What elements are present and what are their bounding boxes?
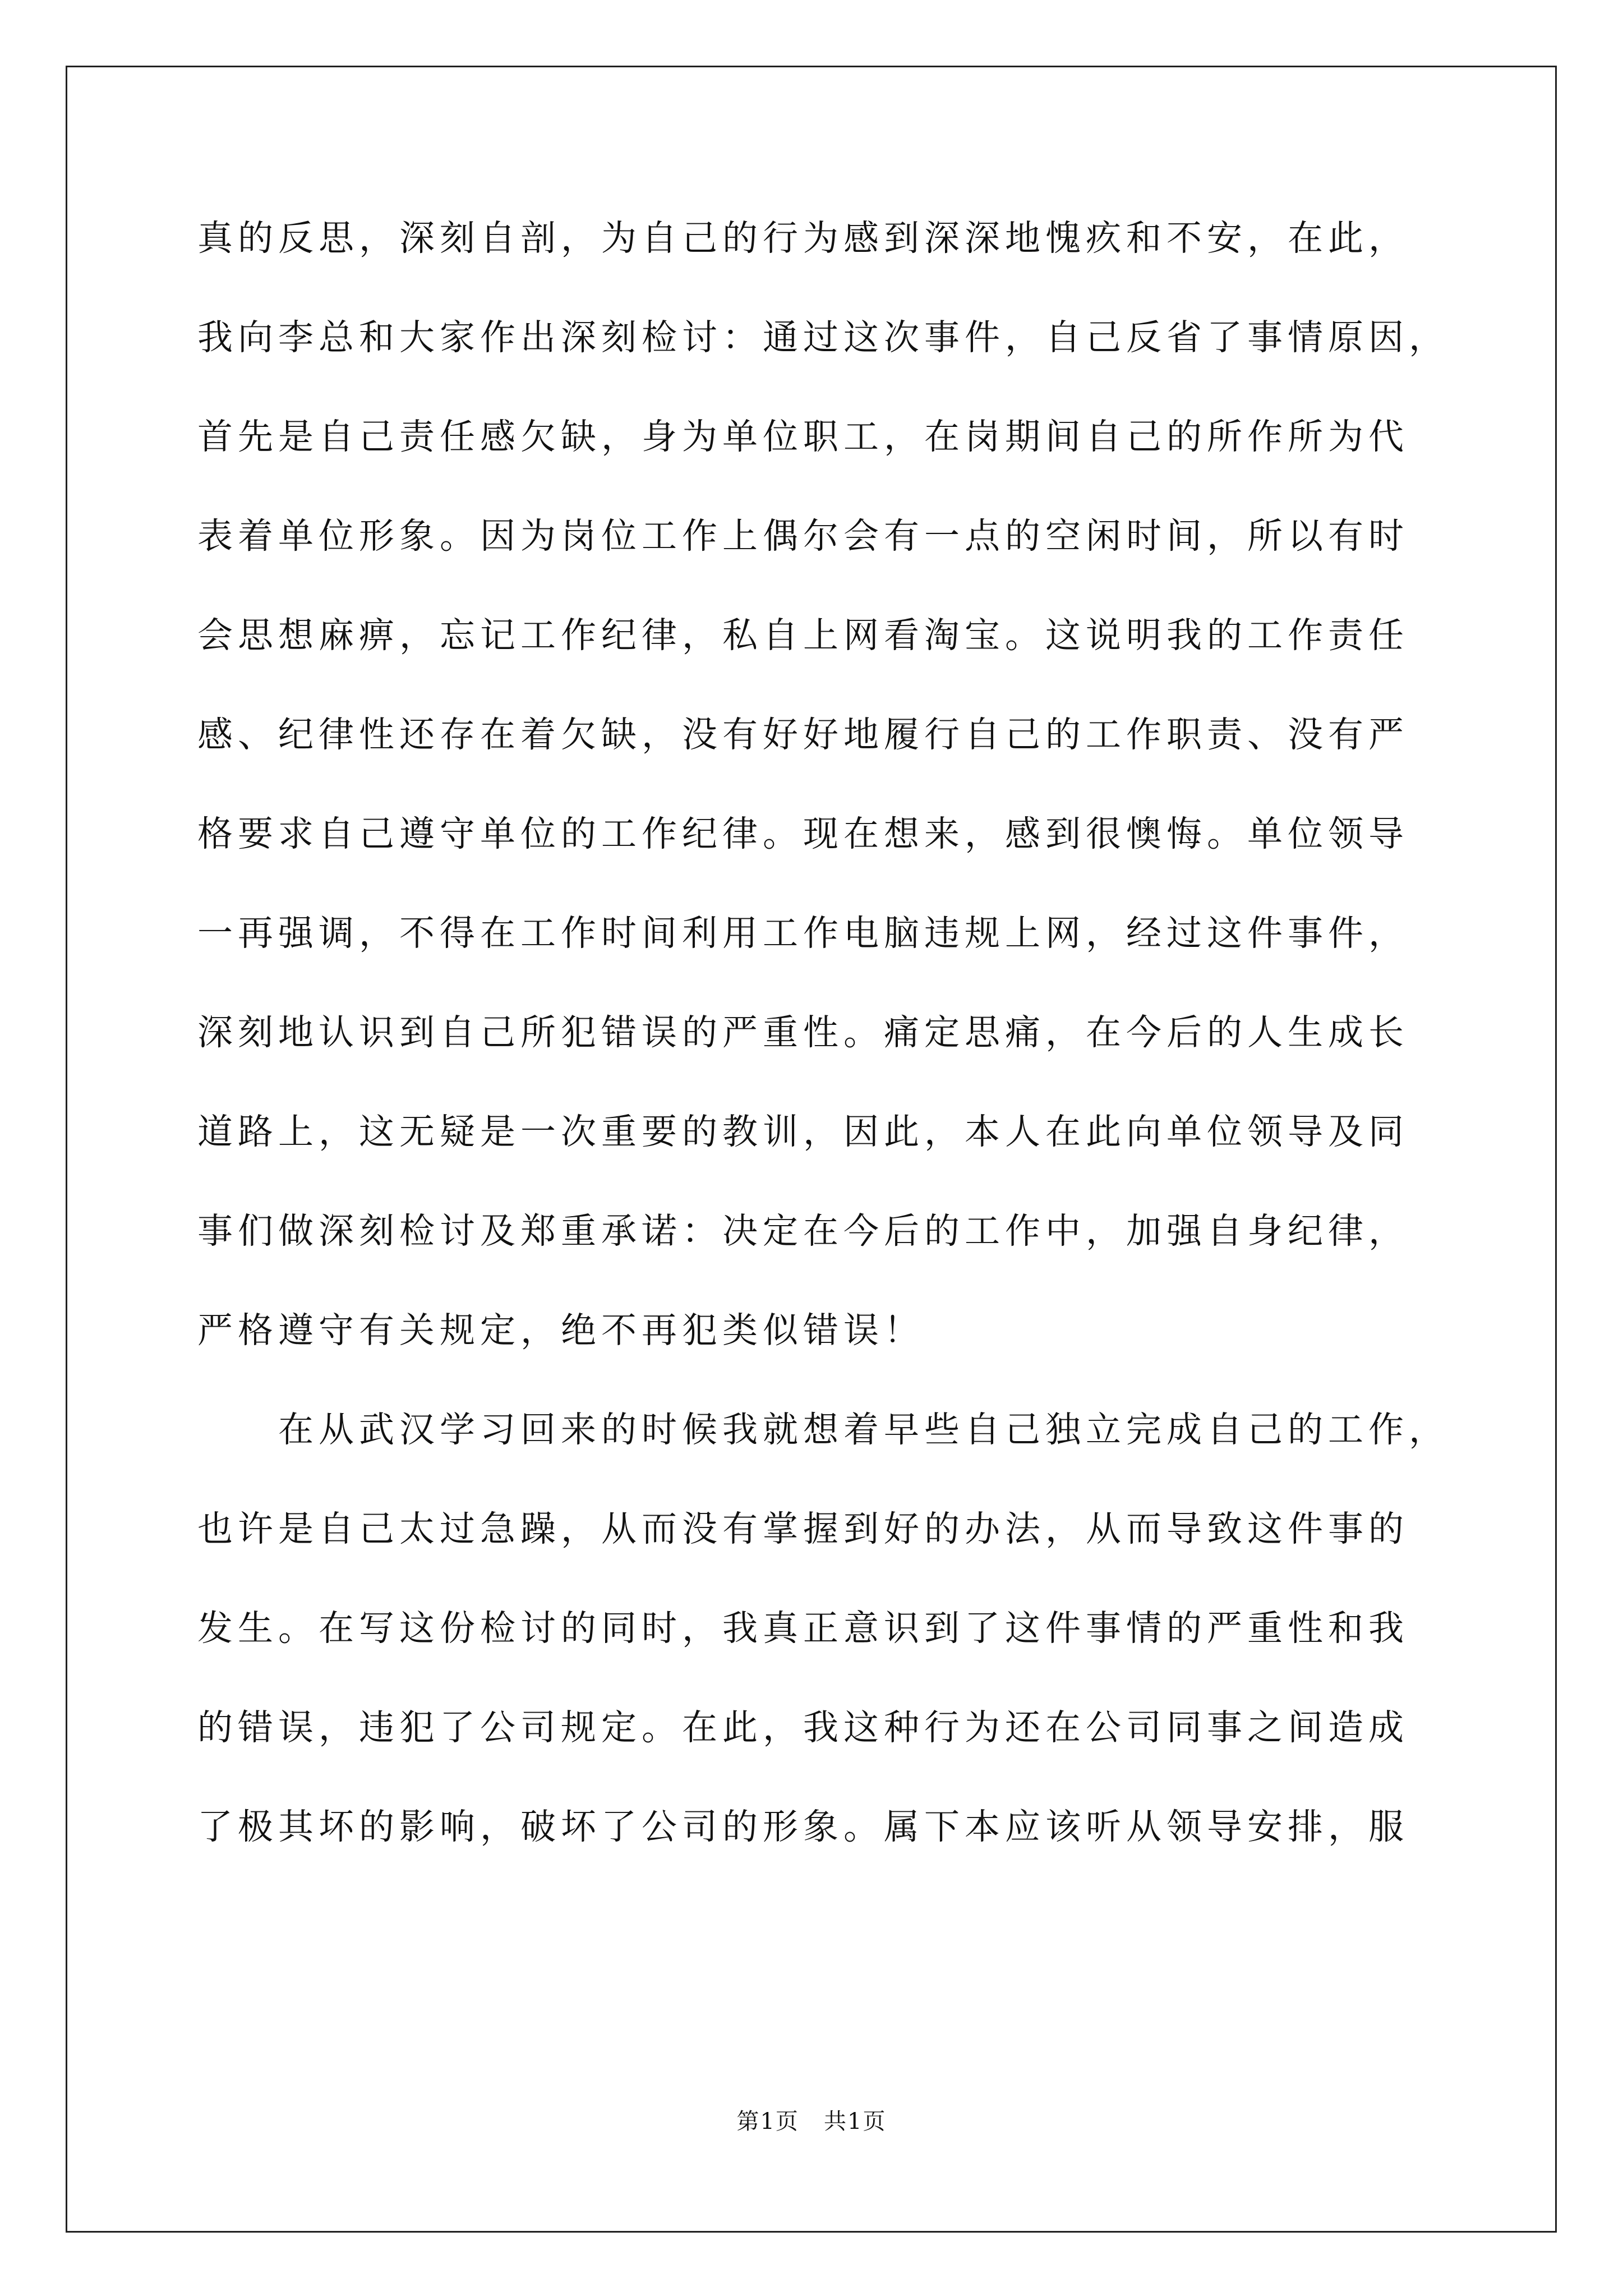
text-line: 首先是自己责任感欠缺，身为单位职工，在岗期间自己的所作所为代 xyxy=(197,416,1409,457)
text-line: 道路上，这无疑是一次重要的教训，因此，本人在此向单位领导及同 xyxy=(197,1111,1409,1152)
document-body xyxy=(197,209,1449,1897)
text-line: 我向李总和大家作出深刻检讨：通过这次事件，自己反省了事情原因， xyxy=(197,317,1449,358)
text-line: 也许是自己太过急躁，从而没有掌握到好的办法，从而导致这件事的 xyxy=(197,1508,1409,1549)
text-line: 事们做深刻检讨及郑重承诺：决定在今后的工作中，加强自身纪律， xyxy=(197,1211,1409,1251)
text-line: 表着单位形象。因为岗位工作上偶尔会有一点的空闲时间，所以有时 xyxy=(197,516,1409,556)
text-line: 会思想麻痹，忘记工作纪律，私自上网看淘宝。这说明我的工作责任 xyxy=(197,615,1409,656)
text-line: 感、纪律性还存在着欠缺，没有好好地履行自己的工作职责、没有严 xyxy=(197,714,1409,755)
text-line: 发生。在写这份检讨的同时，我真正意识到了这件事情的严重性和我 xyxy=(197,1608,1409,1649)
text-line: 严格遵守有关规定，绝不再犯类似错误！ xyxy=(197,1310,924,1351)
text-line: 真的反思，深刻自剖，为自己的行为感到深深地愧疚和不安，在此， xyxy=(197,218,1409,259)
text-line: 深刻地认识到自己所犯错误的严重性。痛定思痛，在今后的人生成长 xyxy=(197,1012,1409,1053)
page-number-footer: 第1页 共1页 xyxy=(736,2109,887,2134)
text-line: 格要求自己遵守单位的工作纪律。现在想来，感到很懊悔。单位领导 xyxy=(197,813,1409,854)
text-line: 一再强调，不得在工作时间利用工作电脑违规上网，经过这件事件， xyxy=(197,913,1409,954)
text-line: 的错误，违犯了公司规定。在此，我这种行为还在公司同事之间造成 xyxy=(197,1707,1409,1748)
text-line: 了极其坏的影响，破坏了公司的形象。属下本应该听从领导安排，服 xyxy=(197,1806,1409,1847)
paragraph-start-line: 在从武汉学习回来的时候我就想着早些自己独立完成自己的工作， xyxy=(278,1409,1449,1450)
